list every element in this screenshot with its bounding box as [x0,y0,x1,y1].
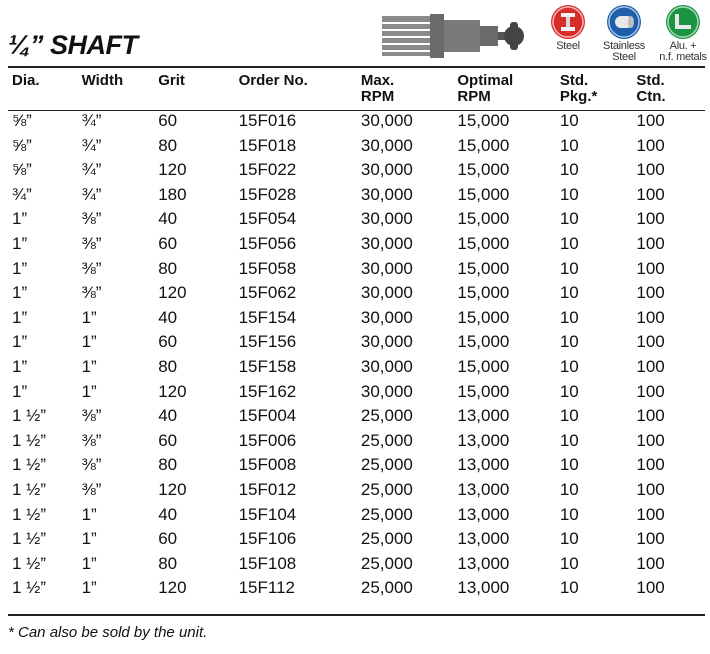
steel-label: Steel [556,40,580,52]
cell-width: ⅜” [81,258,102,278]
specifications-table [8,67,705,601]
cell-optimal-rpm: 15,000 [457,160,510,180]
cell-optimal-rpm: 13,000 [457,455,510,475]
aluminum-badge [658,5,708,63]
cell-optimal-rpm: 13,000 [457,504,510,524]
cell-grit: 60 [158,332,178,352]
cell-std-pkg: 10 [559,406,579,426]
cell-width: ⅜” [81,406,102,426]
cell-std-pkg: 10 [559,332,579,352]
cell-order-no: 15F158 [238,356,297,376]
cell-grit: 120 [158,578,187,598]
cell-grit: 40 [158,209,178,229]
cell-width: ⅜” [81,283,102,303]
angle-bar-icon [666,5,700,39]
cell-grit: 40 [158,307,178,327]
cell-std-pkg: 10 [559,455,579,475]
cell-dia: 1” [12,258,28,278]
cell-dia: ¾” [12,184,32,204]
cell-max-rpm: 30,000 [360,135,413,155]
cell-std-ctn: 100 [636,135,665,155]
cell-optimal-rpm: 15,000 [457,209,510,229]
cell-optimal-rpm: 15,000 [457,111,510,130]
header-dia: Dia. [12,72,40,89]
cell-order-no: 15F018 [238,135,297,155]
cell-std-ctn: 100 [636,381,665,401]
cell-std-ctn: 100 [636,430,665,450]
aluminum-label: Alu. + n.f. metals [659,40,707,63]
cell-width: 1” [81,553,97,573]
cell-dia: 1 ½” [12,578,47,598]
cell-std-pkg: 10 [559,283,579,303]
cell-grit: 180 [158,184,187,204]
cell-dia: ⅝” [12,160,32,180]
cell-dia: 1” [12,332,28,352]
cell-dia: 1 ½” [12,553,47,573]
cell-dia: 1” [12,307,28,327]
cell-dia: 1 ½” [12,406,47,426]
cell-std-pkg: 10 [559,356,579,376]
cell-max-rpm: 30,000 [360,233,413,253]
cell-max-rpm: 25,000 [360,553,413,573]
cell-dia: 1” [12,209,28,229]
cell-order-no: 15F012 [238,479,297,499]
cell-std-pkg: 10 [559,233,579,253]
cell-dia: 1” [12,381,28,401]
cell-width: ⅜” [81,430,102,450]
flap-wheel-tool-icon [380,12,526,60]
cell-std-ctn: 100 [636,307,665,327]
header-optimal-rpm: Optimal RPM [457,72,514,105]
stainless-tube-icon [607,5,641,39]
cell-width: ¾” [81,111,102,130]
cell-std-pkg: 10 [559,529,579,549]
cell-std-ctn: 100 [636,356,665,376]
cell-std-ctn: 100 [636,233,665,253]
cell-width: ¾” [81,160,102,180]
header-order-no: Order No. [238,72,308,89]
cell-width: 1” [81,578,97,598]
table-row [8,281,705,306]
cell-width: 1” [81,381,97,401]
cell-std-pkg: 10 [559,209,579,229]
cell-grit: 60 [158,233,178,253]
cell-grit: 120 [158,479,187,499]
cell-width: ⅜” [81,455,102,475]
cell-width: ¾” [81,135,102,155]
cell-std-pkg: 10 [559,479,579,499]
table-row [8,207,705,232]
table-row [8,232,705,257]
cell-dia: 1 ½” [12,479,47,499]
cell-order-no: 15F028 [238,184,297,204]
cell-max-rpm: 30,000 [360,332,413,352]
table-header-row [8,67,705,109]
cell-order-no: 15F022 [238,160,297,180]
cell-max-rpm: 25,000 [360,455,413,475]
cell-grit: 80 [158,553,178,573]
cell-width: 1” [81,307,97,327]
cell-std-pkg: 10 [559,553,579,573]
table-row [8,552,705,577]
cell-max-rpm: 25,000 [360,578,413,598]
table-row [8,576,705,601]
table-row [8,306,705,331]
table-row [8,453,705,478]
table-body [8,109,705,601]
stainless-steel-badge [592,5,656,63]
cell-std-ctn: 100 [636,578,665,598]
table-row [8,109,705,134]
cell-max-rpm: 30,000 [360,258,413,278]
cell-dia: 1 ½” [12,430,47,450]
cell-std-ctn: 100 [636,553,665,573]
cell-grit: 60 [158,529,178,549]
cell-max-rpm: 30,000 [360,209,413,229]
cell-std-ctn: 100 [636,111,665,130]
cell-width: ⅜” [81,479,102,499]
table-row [8,134,705,159]
cell-std-pkg: 10 [559,160,579,180]
cell-optimal-rpm: 13,000 [457,479,510,499]
cell-dia: 1 ½” [12,529,47,549]
cell-max-rpm: 25,000 [360,430,413,450]
cell-grit: 120 [158,283,187,303]
cell-width: 1” [81,356,97,376]
cell-std-ctn: 100 [636,529,665,549]
cell-order-no: 15F156 [238,332,297,352]
header-std-pkg: Std. Pkg.* [559,72,598,105]
cell-max-rpm: 30,000 [360,111,413,130]
cell-optimal-rpm: 15,000 [457,332,510,352]
cell-grit: 40 [158,406,178,426]
cell-order-no: 15F054 [238,209,297,229]
steel-i-beam-icon [551,5,585,39]
cell-dia: 1 ½” [12,455,47,475]
table-row [8,503,705,528]
cell-std-pkg: 10 [559,430,579,450]
cell-optimal-rpm: 15,000 [457,184,510,204]
cell-order-no: 15F062 [238,283,297,303]
cell-width: 1” [81,332,97,352]
cell-optimal-rpm: 13,000 [457,553,510,573]
cell-grit: 80 [158,135,178,155]
header-grit: Grit [158,72,185,89]
table-row [8,183,705,208]
cell-grit: 60 [158,430,178,450]
cell-optimal-rpm: 15,000 [457,233,510,253]
cell-max-rpm: 30,000 [360,283,413,303]
cell-order-no: 15F162 [238,381,297,401]
cell-width: ⅜” [81,209,102,229]
cell-std-ctn: 100 [636,160,665,180]
cell-grit: 120 [158,381,187,401]
cell-width: ¾” [81,184,102,204]
cell-order-no: 15F008 [238,455,297,475]
cell-std-ctn: 100 [636,332,665,352]
table-row [8,380,705,405]
cell-max-rpm: 30,000 [360,307,413,327]
cell-order-no: 15F058 [238,258,297,278]
cell-std-pkg: 10 [559,578,579,598]
footnote: * Can also be sold by the unit. [8,624,208,641]
table-row [8,158,705,183]
header-width: Width [81,72,124,89]
header-rule [8,110,705,111]
cell-optimal-rpm: 15,000 [457,381,510,401]
cell-order-no: 15F006 [238,430,297,450]
cell-optimal-rpm: 13,000 [457,578,510,598]
cell-width: 1” [81,529,97,549]
cell-max-rpm: 30,000 [360,184,413,204]
bottom-rule [8,614,705,616]
table-row [8,429,705,454]
steel-badge [538,5,598,52]
cell-order-no: 15F106 [238,529,297,549]
cell-max-rpm: 25,000 [360,504,413,524]
cell-dia: 1” [12,356,28,376]
cell-max-rpm: 30,000 [360,160,413,180]
section-title: ¼” SHAFT [8,30,138,60]
table-row [8,257,705,282]
header-max-rpm: Max. RPM [360,72,395,105]
table-row [8,404,705,429]
cell-std-ctn: 100 [636,258,665,278]
stainless-steel-label: Stainless Steel [603,40,645,63]
cell-std-ctn: 100 [636,479,665,499]
cell-dia: ⅝” [12,111,32,130]
table-row [8,355,705,380]
cell-std-ctn: 100 [636,283,665,303]
cell-std-ctn: 100 [636,406,665,426]
cell-optimal-rpm: 13,000 [457,430,510,450]
cell-grit: 60 [158,111,178,130]
cell-std-ctn: 100 [636,504,665,524]
cell-grit: 80 [158,258,178,278]
cell-optimal-rpm: 15,000 [457,135,510,155]
cell-std-pkg: 10 [559,184,579,204]
cell-order-no: 15F108 [238,553,297,573]
cell-optimal-rpm: 15,000 [457,307,510,327]
cell-width: 1” [81,504,97,524]
cell-max-rpm: 25,000 [360,406,413,426]
cell-std-pkg: 10 [559,504,579,524]
cell-std-ctn: 100 [636,184,665,204]
cell-std-ctn: 100 [636,209,665,229]
table-row [8,478,705,503]
table-row [8,330,705,355]
cell-std-pkg: 10 [559,307,579,327]
cell-grit: 80 [158,356,178,376]
cell-std-ctn: 100 [636,455,665,475]
cell-optimal-rpm: 15,000 [457,356,510,376]
cell-std-pkg: 10 [559,258,579,278]
table-row [8,527,705,552]
header-std-ctn: Std. Ctn. [636,72,666,105]
cell-max-rpm: 30,000 [360,381,413,401]
cell-order-no: 15F112 [238,578,295,598]
cell-order-no: 15F016 [238,111,297,130]
cell-optimal-rpm: 13,000 [457,529,510,549]
cell-optimal-rpm: 15,000 [457,258,510,278]
cell-dia: ⅝” [12,135,32,155]
cell-std-pkg: 10 [559,135,579,155]
cell-std-pkg: 10 [559,111,579,130]
cell-dia: 1” [12,283,28,303]
cell-max-rpm: 25,000 [360,529,413,549]
cell-width: ⅜” [81,233,102,253]
cell-order-no: 15F104 [238,504,297,524]
cell-max-rpm: 25,000 [360,479,413,499]
cell-dia: 1 ½” [12,504,47,524]
cell-order-no: 15F004 [238,406,297,426]
cell-dia: 1” [12,233,28,253]
cell-max-rpm: 30,000 [360,356,413,376]
cell-grit: 40 [158,504,178,524]
cell-optimal-rpm: 13,000 [457,406,510,426]
cell-order-no: 15F056 [238,233,297,253]
cell-optimal-rpm: 15,000 [457,283,510,303]
cell-std-pkg: 10 [559,381,579,401]
cell-grit: 120 [158,160,187,180]
cell-order-no: 15F154 [238,307,297,327]
cell-grit: 80 [158,455,178,475]
